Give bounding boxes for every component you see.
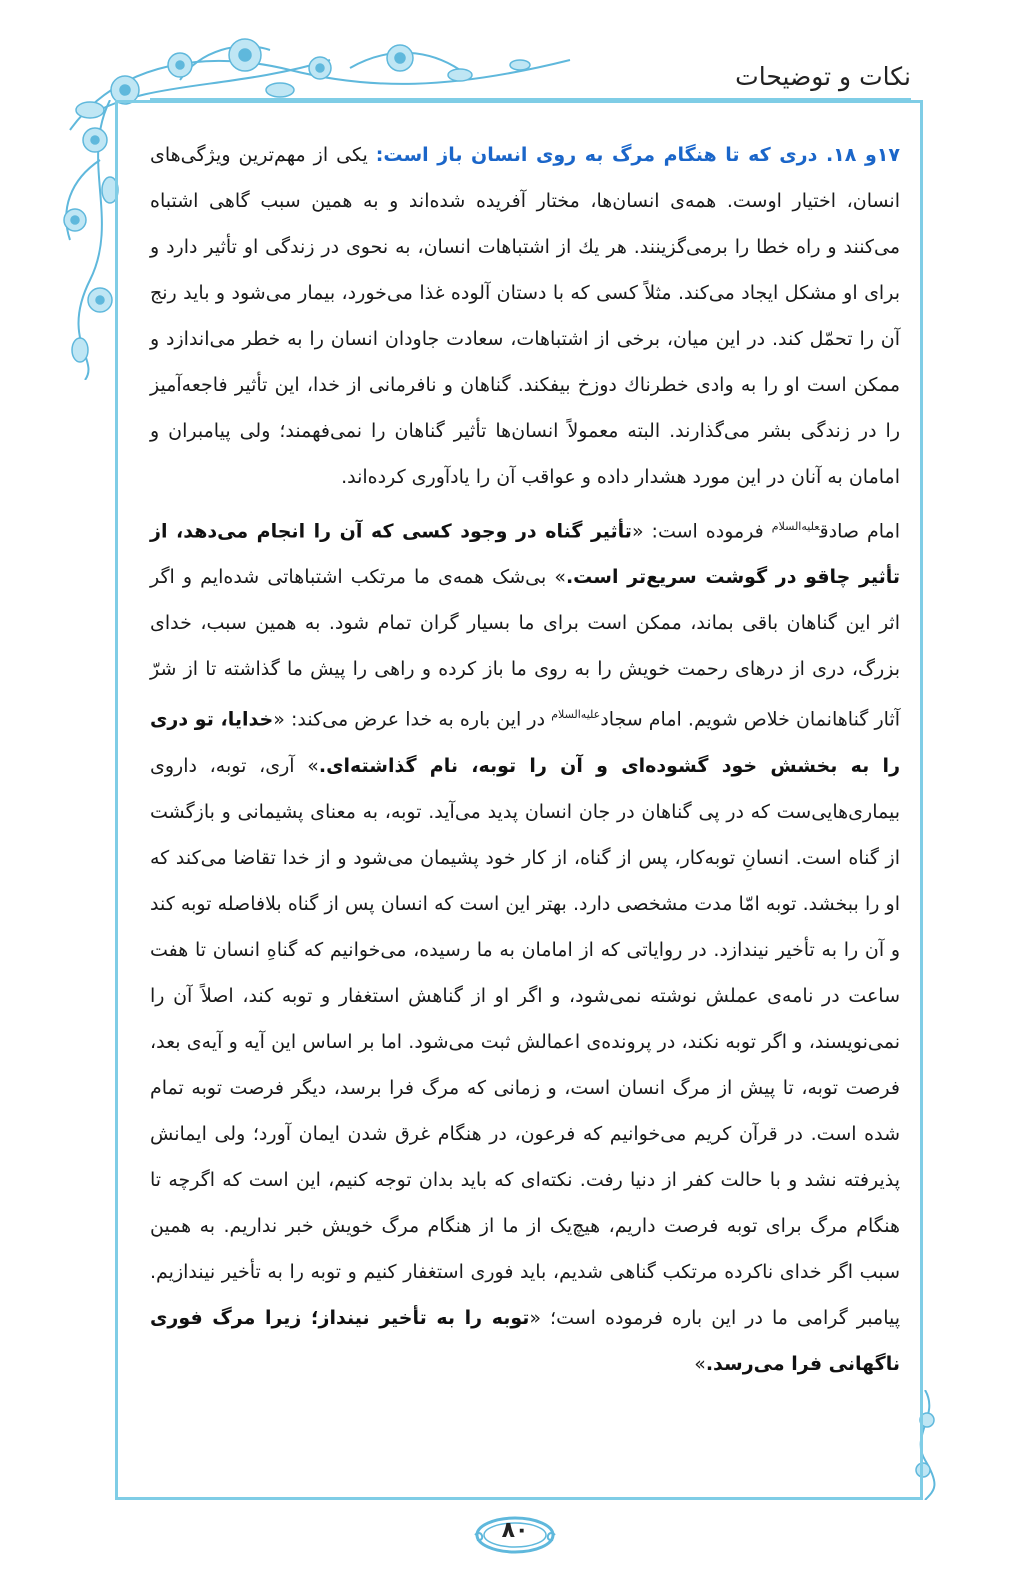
page-number-badge <box>470 1510 560 1560</box>
paragraph-2 <box>150 504 900 1387</box>
paragraph-text: » بی‌شک همه‌ی ما مرتکب اشتباهاتی شده‌ایم و اگر اثر این گناهان باقی بماند، ممکن است برای ما بسیار گران تمام شود. به همین سبب، خدای بزرگ، دری از درهای رحمت خویش را به روی ما باز کرده و راهی را پیش ما گذاشته تا از شرّ آثار گناهانمان خلاص شویم. امام سجاد <box>150 566 901 731</box>
hadith-quote: توبه را به تأخیر نینداز؛ زیرا مرگ فوری ناگهانی فرا می‌رسد. <box>150 1306 900 1375</box>
body-text <box>150 132 900 1387</box>
paragraph-text: در این باره به خدا عرض می‌کند: « <box>273 708 552 731</box>
paragraph-text: فرموده است: « <box>631 520 772 543</box>
honorific-mark: علیه‌السلام <box>551 708 601 722</box>
prayer-quote: خدایا، تو دری را به بخشش خود گشوده‌ای و آن را توبه، نام گذاشته‌ای. <box>150 708 901 777</box>
verse-heading: ۱۷و ۱۸. دری که تا هنگام مرگ به روی انسان باز است: <box>375 144 900 166</box>
hadith-quote: تأثیر گناه در وجود کسی که آن را انجام می‌دهد، از تأثیر چاقو در گوشت سریع‌تر است. <box>150 520 900 589</box>
page-number: ۸۰ <box>501 1518 529 1543</box>
paragraph-1 <box>150 132 900 500</box>
paragraph-text: » آری، توبه، داروی بیماری‌هایی‌ست که در پی گناهان در جان انسان پدید می‌آید. توبه، به معنای پشیمانی و بازگشت از گناه است. انسانِ توبه‌کار، پس از گناه، از کار خود پشیمان می‌شود و از خدا تقاضا می‌کند که او را ببخشد. توبه امّا مدت مشخصی دارد. بهتر این است که انسان پس از گناه بلافاصله توبه کند و آن را به تأخیر نیندازد. در روایاتی که از امامان به ما رسیده، می‌خوانیم که گناهِ انسان تا هفت ساعت در نامه‌ی عملش نوشته نمی‌شود، و اگر او از گناهش استغفار و توبه کند، اصلاً آن را نمی‌نویسند، و اگر توبه نکند، در پرونده‌ی اعمالش ثبت می‌شود. اما بر اساس این آیه و آیه‌ی بعد، فرصت توبه، تا پیش از مرگ انسان است، و زمانی که مرگ فرا برسد، دیگر فرصت توبه تمام شده است. در قرآن کریم می‌خوانیم که فرعون، در هنگام غرق شدن ایمان آورد؛ ولی ایمانش پذیرفته نشد و با حالت کفر از دنیا رفت. نکته‌ای که باید بدان توجه کنیم، این است که اگرچه تا هنگام مرگ برای توبه فرصت داریم، هیچ‌یک از ما از هنگام مرگ خویش خبر نداریم. به همین سبب اگر خدای ناکرده مرتکب گناهی شدیم، باید فوری استغفار کنیم و توبه را به تأخیر نیندازیم. پیامبر گرامی ما در این باره فرموده است؛ « <box>150 754 900 1329</box>
paragraph-text: یکی از مهم‌ترین ویژگی‌های انسان، اختیار اوست. همه‌ی انسان‌ها، مختار آفریده شده‌اند و به همین سبب گاهی اشتباه می‌کنند و راه خطا را برمی‌گزینند. هر یك از اشتباهات انسان، به نحوی در زندگی او تأثیر دارد و برای او مشکل ایجاد می‌کند. مثلاً کسی که با دستان آلوده غذا می‌خورد، بیمار می‌شود و باید رنج آن را تحمّل کند. در این میان، برخی از اشتباهات، سعادت جاودان انسان را به خطر می‌اندازد و ممکن است او را به وادی خطرناك دوزخ بیفکند. گناهان و نافرمانی از خدا، این تأثیر فاجعه‌آمیز را در زندگی بشر می‌گذارند. البته معمولاً انسان‌ها تأثیر گناهان را نمی‌فهمند؛ ولی پیامبران و امامان به آنان در این مورد هشدار داده و عواقب آن را یادآوری کرده‌اند. <box>150 144 900 488</box>
section-title: نکات و توضیحات <box>735 62 911 91</box>
paragraph-text: امام صادق <box>819 520 900 543</box>
honorific-mark: علیه‌السلام <box>771 520 820 533</box>
paragraph-text: » <box>694 1352 706 1375</box>
